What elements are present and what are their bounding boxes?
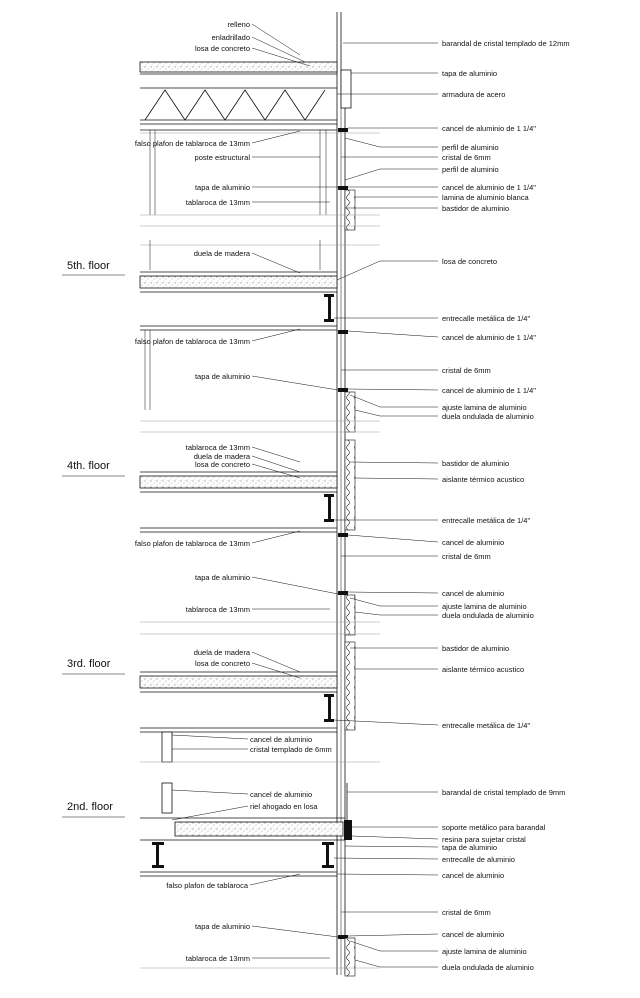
left-label: losa de concreto bbox=[194, 460, 250, 469]
right-label: cristal de 6mm bbox=[442, 908, 491, 917]
left-label: falso plafon de tablaroca de 13mm bbox=[134, 337, 250, 346]
right-label: tapa de aluminio bbox=[442, 843, 498, 852]
right-label: duela ondulada de aluminio bbox=[442, 412, 534, 421]
right-label: duela ondulada de aluminio bbox=[442, 963, 534, 972]
left-annotations bbox=[135, 20, 338, 963]
right-label: resina para sujetar cristal bbox=[442, 835, 526, 844]
left-label: tapa de aluminio bbox=[194, 372, 250, 381]
right-label: entrecalle metálica de 1/4" bbox=[442, 721, 531, 730]
right-label: lamina de aluminio blanca bbox=[442, 193, 529, 202]
right-label: cristal de 6mm bbox=[442, 153, 491, 162]
right-label: aislante térmico acustico bbox=[442, 475, 525, 484]
left-label: riel ahogado en losa bbox=[250, 802, 318, 811]
left-label: tablaroca de 13mm bbox=[185, 198, 250, 207]
right-label: cristal de 6mm bbox=[442, 366, 491, 375]
right-label: losa de concreto bbox=[442, 257, 498, 266]
right-label: ajuste lamina de aluminio bbox=[442, 947, 527, 956]
left-label: tablaroca de 13mm bbox=[185, 954, 250, 963]
right-annotations bbox=[334, 39, 570, 972]
left-label: cristal templado de 6mm bbox=[250, 745, 332, 754]
floor-titles bbox=[67, 260, 113, 813]
right-label: cristal de 6mm bbox=[442, 552, 491, 561]
left-label: losa de concreto bbox=[194, 44, 250, 53]
right-label: ajuste lamina de aluminio bbox=[442, 403, 527, 412]
right-label: bastidor de aluminio bbox=[442, 204, 510, 213]
left-label: enladrillado bbox=[211, 33, 250, 42]
left-label: duela de madera bbox=[193, 249, 250, 258]
right-label: bastidor de aluminio bbox=[442, 459, 510, 468]
left-label: duela de madera bbox=[193, 452, 250, 461]
left-label: tablaroca de 13mm bbox=[185, 605, 250, 614]
left-label: relleno bbox=[227, 20, 250, 29]
right-label: entrecalle metálica de 1/4" bbox=[442, 516, 531, 525]
left-label: duela de madera bbox=[193, 648, 250, 657]
right-label: cancel de aluminio de 1 1/4" bbox=[442, 124, 536, 133]
left-label: tablaroca de 13mm bbox=[185, 443, 250, 452]
right-label: cancel de aluminio bbox=[442, 930, 505, 939]
right-label: cancel de aluminio de 1 1/4" bbox=[442, 183, 536, 192]
right-label: cancel de aluminio de 1 1/4" bbox=[442, 333, 536, 342]
right-label: duela ondulada de aluminio bbox=[442, 611, 534, 620]
right-label: cancel de aluminio bbox=[442, 589, 505, 598]
left-label: tapa de aluminio bbox=[194, 183, 250, 192]
left-label: tapa de aluminio bbox=[194, 922, 250, 931]
floor-label-5: 5th. floor bbox=[67, 260, 110, 272]
right-label: armadura de acero bbox=[442, 90, 506, 99]
right-label: perfil de aluminio bbox=[442, 143, 499, 152]
right-label: cancel de aluminio de 1 1/4" bbox=[442, 386, 536, 395]
left-label: falso plafon de tablaroca de 13mm bbox=[134, 539, 250, 548]
floor-label-2: 2nd. floor bbox=[67, 801, 113, 813]
right-label: perfil de aluminio bbox=[442, 165, 499, 174]
floor-label-3: 3rd. floor bbox=[67, 658, 111, 670]
right-label: entrecalle de aluminio bbox=[442, 855, 515, 864]
right-label: soporte metálico para barandal bbox=[442, 823, 546, 832]
right-label: tapa de aluminio bbox=[442, 69, 498, 78]
left-label: falso plafon de tablaroca de 13mm bbox=[134, 139, 250, 148]
left-label: losa de concreto bbox=[194, 659, 250, 668]
right-label: bastidor de aluminio bbox=[442, 644, 510, 653]
floor-label-4: 4th. floor bbox=[67, 460, 110, 472]
right-label: barandal de cristal templado de 12mm bbox=[442, 39, 570, 48]
left-label: poste estructural bbox=[194, 153, 250, 162]
right-label: cancel de aluminio bbox=[442, 538, 505, 547]
right-label: aislante térmico acustico bbox=[442, 665, 525, 674]
left-label: cancel de aluminio bbox=[250, 735, 313, 744]
right-label: entrecalle metálica de 1/4" bbox=[442, 314, 531, 323]
left-label: cancel de aluminio bbox=[250, 790, 313, 799]
right-label: barandal de cristal templado de 9mm bbox=[442, 788, 566, 797]
left-label: falso plafon de tablaroca bbox=[166, 881, 248, 890]
floor-datum-lines bbox=[62, 275, 125, 817]
right-label: cancel de aluminio bbox=[442, 871, 505, 880]
right-label: ajuste lamina de aluminio bbox=[442, 602, 527, 611]
left-label: tapa de aluminio bbox=[194, 573, 250, 582]
